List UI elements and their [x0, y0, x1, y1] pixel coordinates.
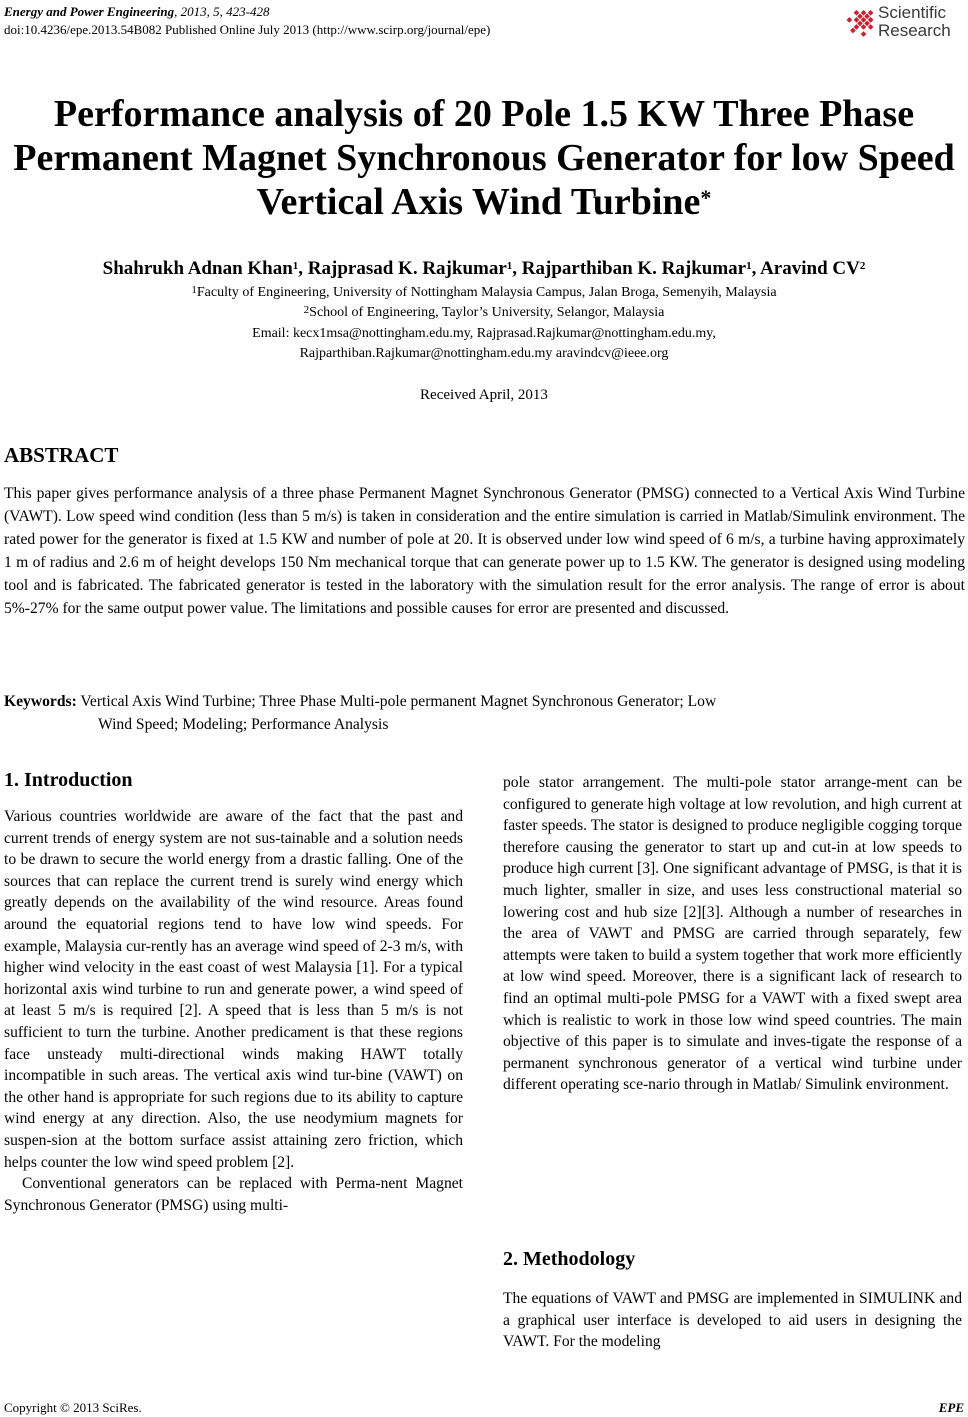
- publisher-logo: [844, 4, 962, 44]
- copyright: Copyright © 2013 SciRes.: [4, 1400, 142, 1415]
- abstract-heading: ABSTRACT: [4, 443, 119, 467]
- journal-name: Energy and Power Engineering: [4, 4, 175, 19]
- intro-right-column: pole stator arrangement. The multi-pole stator arrange-ment can be configured to generate high voltage at low revolution, and high current at faster speeds. The stator is designed to produce negligible cogging torque therefore causing the generator to start up and cut-in at low speeds to produce high current [3]. One significant advantage of PMSG, is that it is much lighter, smaller in size, and uses less constructional material so lowering cost and hub size [2][3]. Although a number of researches in the area of VAWT and PMSG are carried through separately, few attempts were taken to build a system together that work more efficiently at low wind speed. Moreover, there is a significant lack of research to find an optimal multi-pole PMSG for a VAWT with a fixed swept area which is realistic to work in those low wind speed countries. The main objective of this paper is to simulate and inves-tigate the response of a permanent synchronous generator of a vertical wind turbine under different operating sce-nario through in Matlab/ Simulink environment.: [503, 774, 962, 1094]
- section-heading-methodology: 2. Methodology: [503, 1248, 636, 1270]
- logo-mark-icon: [844, 6, 876, 40]
- received-date: Received April, 2013: [420, 387, 548, 403]
- journal-abbreviation: EPE: [938, 1400, 964, 1415]
- paper-title: [0, 92, 968, 224]
- methodology-paragraph: The equations of VAWT and PMSG are implemented in SIMULINK and a graphical user interface is developed to aid users in designing the VAWT. For the modeling: [503, 1290, 962, 1351]
- paragraph: Conventional generators can be replaced with Perma-nent Magnet Synchronous Generator (PMSG) using multi-: [4, 1175, 463, 1214]
- email-line-1: Email: kecx1msa@nottingham.edu.my, Rajprasad.Rajkumar@nottingham.edu.my,: [252, 326, 716, 341]
- journal-ref: , 2013, 5, 423-428: [174, 4, 270, 19]
- logo-line1: Scientific: [878, 3, 947, 22]
- title-line2: Permanent Magnet Synchronous Generator for low Speed: [13, 137, 955, 179]
- email-line-2: Rajparthiban.Rajkumar@nottingham.edu.my aravindcv@ieee.org: [299, 346, 669, 361]
- affiliation-1: $^1$Faculty of Engineering, University of Nottingham Malaysia Campus, Jalan Broga, Semenyih, Malaysia: [191, 284, 777, 300]
- title-footnote-mark: *: [700, 185, 712, 210]
- doi-line: doi:10.4236/epe.2013.54B082 Published Online July 2013 (http://www.scirp.org/journal/epe): [4, 22, 491, 37]
- intro-left-column: [4, 806, 463, 1216]
- keywords-line1: Vertical Axis Wind Turbine; Three Phase Multi-pole permanent Magnet Synchronous Generator; Low: [76, 693, 717, 710]
- author-list: Shahrukh Adnan Khan$^1$, Rajprasad K. Rajkumar$^1$, Rajparthiban K. Rajkumar$^1$, Aravind $CV^2$: [102, 258, 866, 279]
- abstract-text: This paper gives performance analysis of a three phase Permanent Magnet Synchronous Generator (PMSG) connected to a Vertical Axis Wind Turbine (VAWT). Low speed wind condition (less than 5 m/s) is taken in consideration and the entire simulation is carried in Matlab/Simulink environment. The rated power for the generator is fixed at 1.5 KW and number of pole at 20. It is observed under low wind speed of 6 m/s, a turbine having approximately 1 m of radius and 2.6 m of height develops 150 Nm mechanical torque that can generate power up to 1.5 KW. The generator is designed using modeling tool and is fabricated. The fabricated generator is tested in the laboratory with the simulation result for the error analysis. The range of error is about 5%-27% for the same output power value. The limitations and possible causes for error are presented and discussed.: [4, 485, 965, 617]
- author: Rajparthiban K. Rajkumar: [521, 258, 747, 279]
- author: Shahrukh Adnan Khan: [102, 258, 293, 279]
- section-heading-introduction: 1. Introduction: [4, 769, 133, 791]
- author: Aravind CV: [760, 258, 860, 279]
- logo-text: [878, 4, 951, 40]
- title-line1: Performance analysis of 20 Pole 1.5 KW Three Phase: [53, 93, 915, 135]
- journal-citation: [4, 4, 269, 20]
- title-line3: Vertical Axis Wind Turbine*: [256, 181, 712, 223]
- affiliation-2: $^2$School of Engineering, Taylor’s University, Selangor, Malaysia: [303, 304, 665, 320]
- keywords: [4, 690, 965, 736]
- paragraph: Various countries worldwide are aware of the fact that the past and current trends of energy system are not sus-tainable and a solution needs to be drawn to secure the world energy from a drastic falling. One of the sources that can replace the current trend is surely wind energy which greatly depends on the availability of the wind resource. Areas found around the equatorial regions tend to have low wind speeds. For example, Malaysia cur-rently has an average wind speed of 2-3 m/s, with higher wind velocity in the east coast of west Malaysia [1]. For a typical horizontal axis wind turbine to run and generate power, a wind speed of at least 5 m/s is required [2]. A speed that is less than 5 m/s is not sufficient to turn the turbine. Another predicament is that these regions face unsteady multi-directional winds making HAWT totally incompatible in such areas. The vertical axis wind tur-bine (VAWT) on the other hand is appropriate for such regions due to its ability to capture wind energy at any direction. Also, the use neodymium magnets for suspen-sion at the bottom surface assist attaining zero friction, which helps counter the low wind speed problem [2].: [4, 808, 463, 1171]
- author: Rajprasad K. Rajkumar: [307, 258, 507, 279]
- keywords-label: Keywords:: [4, 693, 77, 710]
- keywords-line2: Wind Speed; Modeling; Performance Analysis: [98, 716, 389, 733]
- logo-line2: Research: [878, 21, 951, 40]
